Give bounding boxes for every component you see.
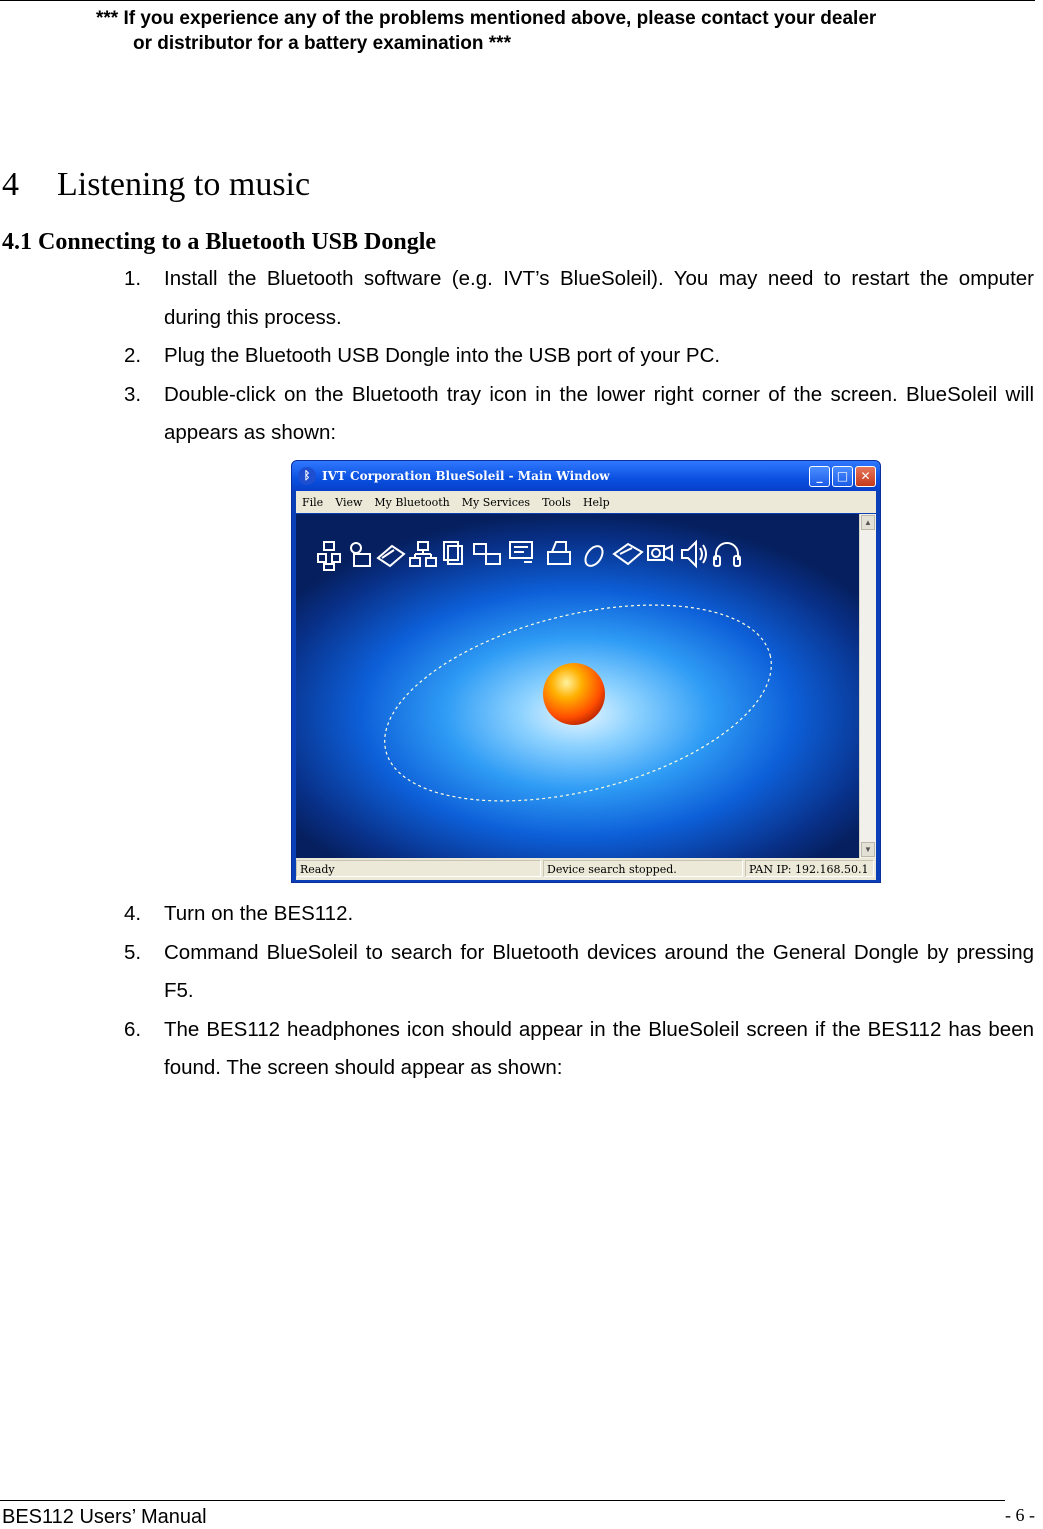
step-text: Install the Bluetooth software (e.g. IVT’s BlueSoleil). You may need to restart the omputer during this process. — [164, 267, 1034, 329]
steps-list-1 — [124, 260, 1034, 453]
scroll-down-arrow-icon[interactable]: ▼ — [861, 842, 875, 857]
menu-my-bluetooth[interactable]: My Bluetooth — [374, 495, 450, 509]
device-area-graphics — [296, 514, 859, 858]
footer-manual-title: BES112 Users’ Manual — [2, 1506, 207, 1528]
list-item — [124, 376, 1034, 453]
status-search: Device search stopped. — [543, 860, 743, 877]
list-item — [124, 337, 1034, 376]
fax-machine-icon[interactable] — [614, 544, 642, 564]
window-controls — [809, 466, 876, 487]
lan-icon[interactable] — [410, 542, 436, 566]
list-item — [124, 934, 1034, 1011]
section-title: Listening to music — [57, 166, 311, 203]
speaker-icon[interactable] — [682, 542, 706, 566]
step-text: Turn on the BES112. — [164, 902, 354, 925]
menu-tools[interactable]: Tools — [542, 495, 571, 509]
file-transfer-icon[interactable] — [444, 542, 462, 564]
list-item — [124, 895, 1034, 934]
step-number: 4. — [124, 902, 142, 925]
subsection-heading: 4.1 Connecting to a Bluetooth USB Dongle — [2, 229, 437, 255]
list-item — [124, 260, 1034, 337]
top-rule — [0, 0, 1035, 1]
close-button[interactable]: ✕ — [855, 466, 876, 487]
device-area — [296, 514, 859, 858]
footer-rule — [0, 1500, 1005, 1501]
list-item — [124, 1011, 1034, 1088]
step-number: 6. — [124, 1017, 142, 1041]
menu-help[interactable]: Help — [582, 495, 610, 509]
step-text: Command BlueSoleil to search for Bluetooth devices around the General Dongle by pressing F5. — [164, 940, 1034, 1002]
object-push-icon[interactable] — [510, 542, 532, 562]
steps-list-2 — [124, 895, 1034, 1088]
network-icon[interactable] — [318, 542, 340, 570]
page-number: - 6 - — [1005, 1505, 1035, 1525]
step-text: The BES112 headphones icon should appear in the BlueSoleil screen if the BES112 has been found. The screen should appear as shown: — [164, 1017, 1034, 1079]
status-bar — [296, 858, 876, 880]
step-number: 5. — [124, 940, 142, 964]
battery-warning — [96, 6, 1036, 56]
status-pan-ip: PAN IP: 192.168.50.1 — [745, 860, 874, 877]
scroll-up-arrow-icon[interactable]: ▲ — [861, 515, 875, 530]
sync-icon[interactable] — [474, 544, 500, 564]
menu-my-services[interactable]: My Services — [461, 495, 531, 509]
mouse-icon[interactable] — [582, 543, 606, 569]
dialup-icon[interactable] — [351, 543, 370, 566]
section-heading — [2, 160, 310, 210]
section-number: 4 — [2, 166, 19, 203]
step-number: 3. — [124, 382, 142, 406]
step-number: 2. — [124, 344, 142, 367]
menu-file[interactable]: File — [302, 495, 324, 509]
maximize-button[interactable]: □ — [832, 466, 853, 487]
bluesoleil-window-screenshot — [291, 460, 881, 883]
window-titlebar — [292, 461, 880, 491]
menu-view[interactable]: View — [335, 495, 363, 509]
camera-icon[interactable] — [648, 546, 672, 560]
vertical-scrollbar[interactable] — [859, 514, 876, 858]
headset-icon[interactable] — [714, 543, 740, 566]
warning-line-1: *** If you experience any of the problems mentioned above, please contact your dealer — [96, 8, 877, 29]
minimize-button[interactable]: _ — [809, 466, 830, 487]
step-text: Double-click on the Bluetooth tray icon in the lower right corner of the screen. BlueSoleil will appears as shown: — [164, 382, 1034, 444]
local-device-orb-icon[interactable] — [543, 663, 605, 725]
window-title: IVT Corporation BlueSoleil - Main Window — [322, 469, 610, 483]
step-text: Plug the Bluetooth USB Dongle into the USB port of your PC. — [164, 344, 721, 367]
status-ready: Ready — [296, 860, 541, 877]
bluetooth-icon: ᛒ — [298, 467, 316, 485]
step-number: 1. — [124, 267, 142, 290]
fax-icon[interactable] — [378, 546, 404, 566]
menu-bar — [296, 491, 876, 513]
warning-line-2: or distributor for a battery examination *** — [133, 33, 511, 54]
printer-icon[interactable] — [548, 542, 570, 564]
